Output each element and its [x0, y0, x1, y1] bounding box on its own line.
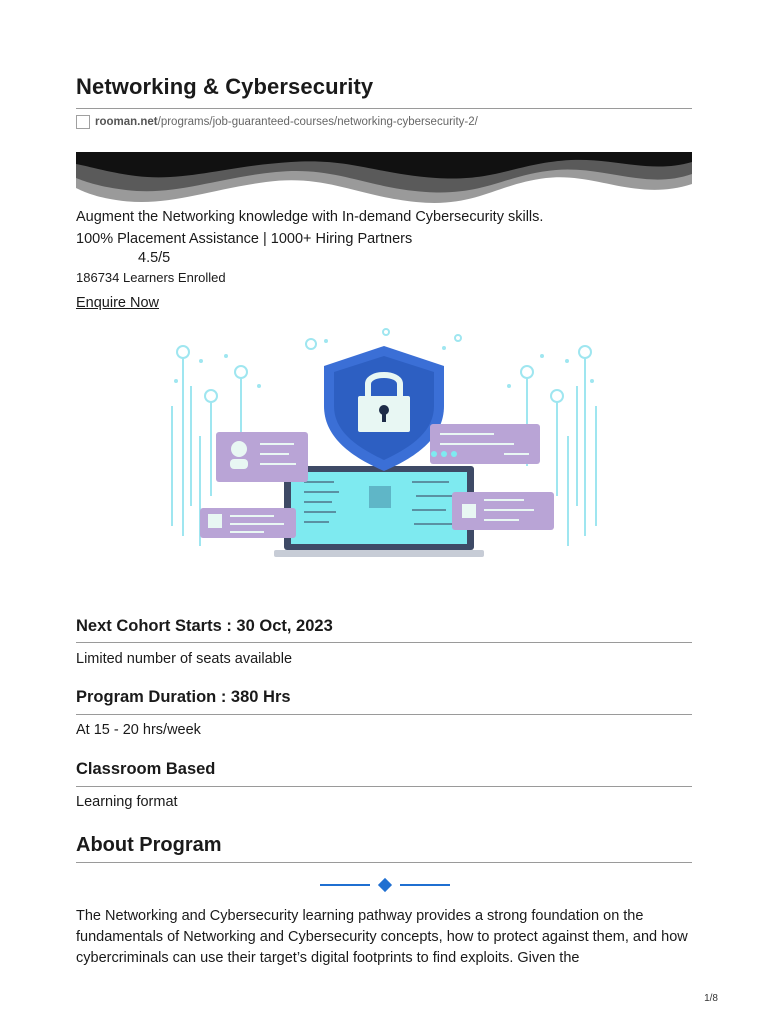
section-heading-duration: Program Duration : 380 Hrs — [76, 688, 291, 706]
section-text-cohort: Limited number of seats available — [76, 651, 293, 667]
about-heading: About Program — [76, 834, 222, 856]
placement-info: 100% Placement Assistance | 1000+ Hiring Partners — [76, 231, 413, 247]
page-title: Networking & Cybersecurity — [76, 74, 374, 99]
url-domain: rooman.net — [95, 116, 158, 128]
url-path: /programs/job-guaranteed-courses/networking-cybersecurity-2/ — [157, 116, 478, 128]
page-number: 1/8 — [704, 993, 718, 1004]
title-rule — [76, 108, 692, 109]
section-text-duration: At 15 - 20 hrs/week — [76, 722, 201, 738]
favicon-placeholder-icon — [76, 115, 90, 129]
section-heading-format: Classroom Based — [76, 760, 216, 778]
wave-banner — [76, 152, 692, 208]
section-rule — [76, 786, 692, 787]
enquire-now-link[interactable]: Enquire Now — [76, 295, 160, 311]
section-text-format: Learning format — [76, 794, 178, 810]
rating: 4.5/5 — [138, 250, 171, 266]
shield-lock-laptop-illustration-icon — [164, 326, 604, 576]
source-url[interactable] — [76, 114, 478, 130]
tagline: Augment the Networking knowledge with In-demand Cybersecurity skills. — [76, 209, 544, 225]
section-heading-cohort: Next Cohort Starts : 30 Oct, 2023 — [76, 617, 333, 635]
diamond-divider-icon — [320, 876, 450, 894]
learners-count: 186734 Learners Enrolled — [76, 270, 226, 285]
section-rule — [76, 642, 692, 643]
section-rule — [76, 714, 692, 715]
about-rule — [76, 862, 692, 863]
about-paragraph: The Networking and Cybersecurity learning pathway provides a strong foundation on the fundamentals of Networking and Cybersecurity concepts, how to protect against them, and how cybercriminals can use their target’s digital footprints to find exploits. Given the — [76, 908, 688, 966]
